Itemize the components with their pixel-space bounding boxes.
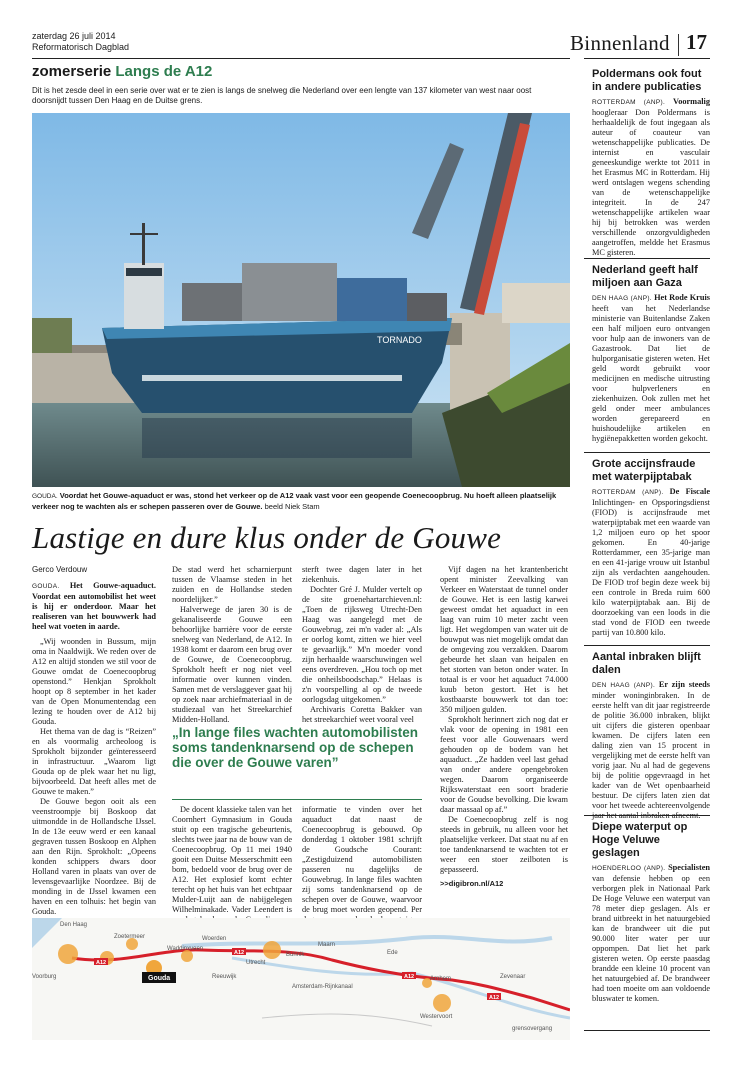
article-lead bbox=[32, 581, 156, 632]
article-column-2-lower bbox=[172, 805, 292, 925]
series-label: zomerserie bbox=[32, 63, 112, 80]
news-lead: Het Rode Kruis bbox=[654, 293, 710, 302]
masthead-date bbox=[32, 31, 129, 53]
caption-place: GOUDA. bbox=[32, 493, 58, 500]
news-body bbox=[592, 293, 710, 444]
article-column-3-lower bbox=[302, 805, 422, 935]
news-body bbox=[592, 863, 710, 1004]
news-text: heeft van het Nederlandse ministerie van Buitenlandse Zaken een half miljoen euro ontvangen voor hulp aan de inwoners van de Gazastrook. Dat liet de hulporganisatie gisteren weten. Het geld wordt gebruikt voor medicijnen en medische uitrusting voor hulpverleners en ziekenhuizen. Ook zullen met het geld onder meer ambulances worden gerepareerd en huishoudelijke artikelen en hygiënepakketten worden gekocht. bbox=[592, 304, 710, 443]
city-marker bbox=[263, 941, 281, 959]
place-label: Maarn bbox=[318, 942, 336, 948]
place-label: Woerden bbox=[202, 936, 227, 942]
paper-name: Reformatorisch Dagblad bbox=[32, 42, 130, 52]
sidebar-divider bbox=[584, 815, 710, 816]
news-dateline: ROTTERDAM (ANP). bbox=[592, 489, 664, 496]
series-header bbox=[32, 63, 212, 80]
paragraph: De Gouwe begon ooit als een veenstroompje bij Boskoop dat uitmondde in de Hollandsche IJssel. In de 13e eeuw werd er een kanaal gegraven tussen Boskoop en Alphen aan den Rijn. Sprokholt: „Opeens konden schippers dwars door Holland varen in plaats van over de levensgevaarlijke Noordzee. Bij de monding in de IJssel kwamen een haven en een tolhuis: het begin van Gouda. bbox=[32, 797, 156, 916]
article-column-3 bbox=[302, 565, 422, 725]
place-label: Den Haag bbox=[60, 922, 88, 928]
paragraph: Het thema van de dag is “Reizen” en als voormalig archeoloog is Sprokholt bijzonder geïnteresseerd in infrastructuur. „Waarom ligt Gouda op de plek waar het nu ligt, bijvoorbeeld. Dat heeft alles met de Gouwe te maken.” bbox=[32, 727, 156, 796]
paragraph: Archivaris Coretta Bakker van het streekarchief weet vooral veel bbox=[302, 705, 422, 724]
city-marker bbox=[433, 994, 451, 1012]
section-title: Binnenland bbox=[570, 31, 670, 55]
news-body bbox=[592, 680, 710, 821]
place-label: Waddinxveen bbox=[167, 946, 204, 952]
article-column-4 bbox=[440, 565, 568, 889]
photo-caption bbox=[32, 491, 570, 511]
masthead-divider bbox=[678, 34, 679, 56]
paragraph: sterft twee dagen later in het ziekenhuis. bbox=[302, 565, 422, 584]
series-title: Langs de A12 bbox=[115, 63, 213, 80]
place-label: Zoetermeer bbox=[114, 934, 146, 940]
sidebar-masthead-rule bbox=[584, 58, 710, 59]
news-title: Nederland geeft half miljoen aan Gaza bbox=[592, 264, 698, 289]
place-label: grensovergang bbox=[512, 1026, 553, 1032]
sidebar-news-item bbox=[592, 821, 710, 1004]
city-marker bbox=[58, 944, 78, 964]
byline: Gerco Verdouw bbox=[32, 565, 88, 574]
news-text: van defensie hebben op een verborgen plek in Nationaal Park De Hoge Veluwe een waterput van 78 meter diep geslagen. Als er brand uitbreekt in het natuurgebied kan de brandweer uit die put 90.000 liter water per uur oppompen. Dat liet het park gisteren weten. Op eerste paasdag brandde een kleine 10 procent van het natuurgebied af. De brandweer had toen moeite om aan voldoende bluswater te komen. bbox=[592, 874, 710, 1003]
lead-dateline: GOUDA. bbox=[32, 583, 60, 590]
masthead-rule bbox=[32, 58, 570, 59]
sidebar-news-item bbox=[592, 651, 710, 821]
sidebar-news-item bbox=[592, 264, 710, 444]
news-lead: Voormalig bbox=[672, 97, 710, 106]
route-map bbox=[32, 918, 570, 1040]
place-label: Arnhem bbox=[430, 976, 452, 982]
gouda-label: Gouda bbox=[148, 975, 171, 982]
paragraph: informatie te vinden over het aquaduct dat naast de Coenecoopbrug is gebouwd. Op donderdag 1 oktober 1981 schrijft de Goudsche Courant: „Zestigduizend automobilisten passeren nu dagelijks de Gouwebrug. In lange files wachten zij soms tandenknarsend op de schepen over de Gouwe, waarvoor de brug moet worden geopend. Per bbox=[302, 805, 422, 914]
place-label: Zevenaar bbox=[500, 974, 526, 980]
route-shield: A12 bbox=[234, 950, 245, 956]
paragraph: De Coenecoopbrug zelf is nog steeds in gebruik, nu alleen voor het plaatselijke verkeer. Dat staat nu af en toe tandenknarsend te wachten tot er weer een stoer zeilboten is gepasseerd. bbox=[440, 815, 568, 874]
news-text: Inlichtingen- en Opsporingsdienst (FIOD) is accijnsfraude met waterpijptabak met een waarde van 1,2 miljoen euro op het spoor gekomen. En 40-jarige Rotterdammer, een 35-jarige man en een 41-jarige vrouw uit Istanbul zijn als verdachten aangehouden. De FIOD trof begin deze week bij een controle in Breda ruim 600 kilo waterpijptabak aan. Bij de doorzoeking van een loods in die stad vond de FIOD een tweede partij van 10.800 kilo. bbox=[592, 498, 710, 637]
pull-quote: „In lange files wachten automobilisten soms tandenknarsend op de schepen die over de Gouwe varen” bbox=[172, 725, 419, 770]
news-lead: De Fiscale bbox=[669, 487, 710, 496]
paragraph: Dochter Gré J. Mulder vertelt op de site groenehartarchieven.nl: „Toen de rijksweg Utrecht-Den Haag was aangelegd met de Gouwebrug, zei m'n vader al: „Als er oorlog komt, zitten we hier veel te gevaarlijk.” M'n moeder vond zijn herhaalde waarschuwingen wel eens overdreven. „Hou toch op met die onheilsboodschap.” Helaas is z'n voorspelling al op de tweede oorlogsdag uitgekomen.” bbox=[302, 585, 422, 704]
paragraph: Halverwege de jaren 30 is de gekanaliseerde Gouwe een behoorlijke barrière voor de eerste snelweg van Nederland, de A12. In 1938 komt er daarom een brug over de Gouwe, de Coenecoopbrug. Sprokholt heeft er nog niet veel informatie over kunnen vinden. Samen met de verslaggever gaat hij op zoek naar archiefmateriaal in de studiezaal van het Streekarchief Midden-Holland. bbox=[172, 605, 292, 724]
sidebar-bottom-rule bbox=[584, 1030, 710, 1031]
route-shield: A12 bbox=[404, 974, 415, 980]
lead-text: Het Gouwe-aquaduct. Voordat een automobilist het weet is hij er onderdoor. Maar het realiseren van het bouwwerk had heel wat voeten in aarde. bbox=[32, 581, 156, 631]
sidebar-divider bbox=[584, 452, 710, 453]
article-column-2 bbox=[172, 565, 292, 725]
caption-text: Voordat het Gouwe-aquaduct er was, stond het verkeer op de A12 vaak vast voor een geopende Coenecoopbrug. Nu hoeft alleen plaatselijk verkeer nog te wachten als er schepen passeren over de Gouwe. bbox=[32, 491, 557, 511]
sidebar-news-item bbox=[592, 68, 710, 258]
news-body bbox=[592, 487, 710, 638]
article-headline: Lastige en dure klus onder de Gouwe bbox=[32, 520, 502, 555]
article-photo bbox=[32, 113, 570, 487]
sidebar-divider bbox=[584, 645, 710, 646]
news-title: Grote accijnsfraude met waterpijptabak bbox=[592, 458, 696, 483]
ship-name: TORNADO bbox=[377, 335, 422, 345]
news-title: Poldermans ook fout in andere publicaties bbox=[592, 68, 702, 93]
place-label: Ede bbox=[387, 950, 398, 956]
pull-quote-rule bbox=[172, 799, 422, 800]
news-dateline: DEN HAAG (ANP). bbox=[592, 295, 652, 302]
sidebar-news-item bbox=[592, 458, 710, 638]
page-number: 17 bbox=[686, 30, 707, 54]
place-label: Bunnik bbox=[286, 952, 305, 958]
news-dateline: HOENDERLOO (ANP). bbox=[592, 865, 666, 872]
news-title: Aantal inbraken blijft dalen bbox=[592, 651, 701, 676]
date-text: zaterdag 26 juli 2014 bbox=[32, 31, 116, 41]
route-shield: A12 bbox=[489, 995, 500, 1001]
place-label: Westervoort bbox=[420, 1014, 453, 1020]
sidebar-divider bbox=[584, 258, 710, 259]
place-label: Reeuwijk bbox=[212, 974, 237, 980]
photo-credit: beeld Niek Stam bbox=[264, 501, 320, 511]
news-dateline: ROTTERDAM (ANP). bbox=[592, 99, 666, 106]
place-label: Amsterdam-Rijnkanaal bbox=[292, 984, 353, 990]
article-column-1 bbox=[32, 565, 156, 917]
paragraph: „Wij woonden in Bussum, mijn oma in Naaldwijk. We reden over de A12 en altijd stonden we stil voor de Gouwe omdat de Coenecoopbrug openstond.” Henkjan Sprokholt hoopt op 8 september in het kader van de Open Monumentendag een lezing te houden over de A12 bij Gouda. bbox=[32, 637, 156, 726]
news-lead: Er zijn steeds bbox=[658, 680, 710, 689]
paragraph: Vijf dagen na het krantenbericht opent minister Zeevalking van Verkeer en Waterstaat de tunnel onder de Gouwe. Het is een lastig karwei geweest omdat het aquaduct in een laag van ruim 10 meter zacht veen ligt. Het wegdompen van water uit de bouwput was niet mogelijk omdat dan de omgeving zou verzakken. Daarom gebeurde het slaan van heipalen en het storten van beton onder water. In totaal is er voor het aquaduct 74.000 kuub beton gestort. Het is het kostbaarste bouwwerk tot dan toe: 350 miljoen gulden. bbox=[440, 565, 568, 714]
news-lead: Specialisten bbox=[668, 863, 711, 872]
paragraph: De stad werd het scharnierpunt tussen de Vlaamse steden in het zuiden en de Hollandse steden noordelijker.” bbox=[172, 565, 292, 604]
news-body bbox=[592, 97, 710, 258]
news-title: Diepe waterput op Hoge Veluwe geslagen bbox=[592, 821, 688, 859]
place-label: Voorburg bbox=[32, 974, 57, 980]
photo-illustration bbox=[32, 113, 570, 487]
news-dateline: DEN HAAG (ANP). bbox=[592, 682, 656, 689]
digibron-link[interactable]: >>digibron.nl/A12 bbox=[440, 879, 504, 888]
news-text: hoogleraar Don Poldermans is herhaaldelijk de fout ingegaan als auteur of coauteur van wetenschappelijke publicaties. De internist en vasculair geneeskundige werkte tot 2011 in het Erasmus MC in Rotterdam. Hij werd ontslagen wegens schending van de wetenschappelijke integriteit. In de 247 wetenschappelijke artikelen waar hij bij betrokken was werden verschillende onzorgvuldigheden aangetroffen, meldde het Erasmus MC gisteren. bbox=[592, 108, 710, 257]
series-intro: Dit is het zesde deel in een serie over wat er te zien is langs de snelweg die Nederland over een lengte van 137 kilometer van west naar oost doorsnijdt tussen Den Haag en de Duitse grens. bbox=[32, 86, 532, 105]
place-label: Utrecht bbox=[246, 960, 266, 966]
news-text: minder woninginbraken. In de eerste helft van dit jaar registreerde de politie 36.000 inbraken, blijkt uit cijfers die gisteren openbaar kwamen. De cijfers laten een daling zien van 15 procent in vergelijking met de eerste helft van vorig jaar. Nu al had de gegevens bij de politie opgevraagd in het kader van de Wet openbaarheid bestuur. De cijfers laten zien dat voor het tweede achtereenvolgende bbox=[592, 691, 710, 810]
paragraph: De docent klassieke talen van het Coornhert Gymnasium in Gouda stuit op een tragische gebeurtenis, slechts twee jaar na de bouw van de Coenecoopbrug. Op 11 mei 1940 gooit een Duitse Messerschmitt een bom, bedoeld voor de brug over de A12. Het explosief komt echter terecht op het huis van het echtpaar Mulder-Luijt aan de nabijgelegen Wilhelminakade. Vader Leendert is bbox=[172, 805, 292, 914]
route-shield: A12 bbox=[96, 960, 107, 966]
a12-map bbox=[32, 918, 570, 1040]
paragraph: Sprokholt herinnert zich nog dat er vlak voor de opening in 1981 een feest voor alle Gouwenaars werd gehouden op de bodem van het aquaduct. „Ze hadden veel last gehad van onder andere opengebroken wegen. Daarom organiseerde Rijkswaterstaat een soort braderie voor de Goudse bevolking. Die kwam daar massaal op af.” bbox=[440, 715, 568, 814]
